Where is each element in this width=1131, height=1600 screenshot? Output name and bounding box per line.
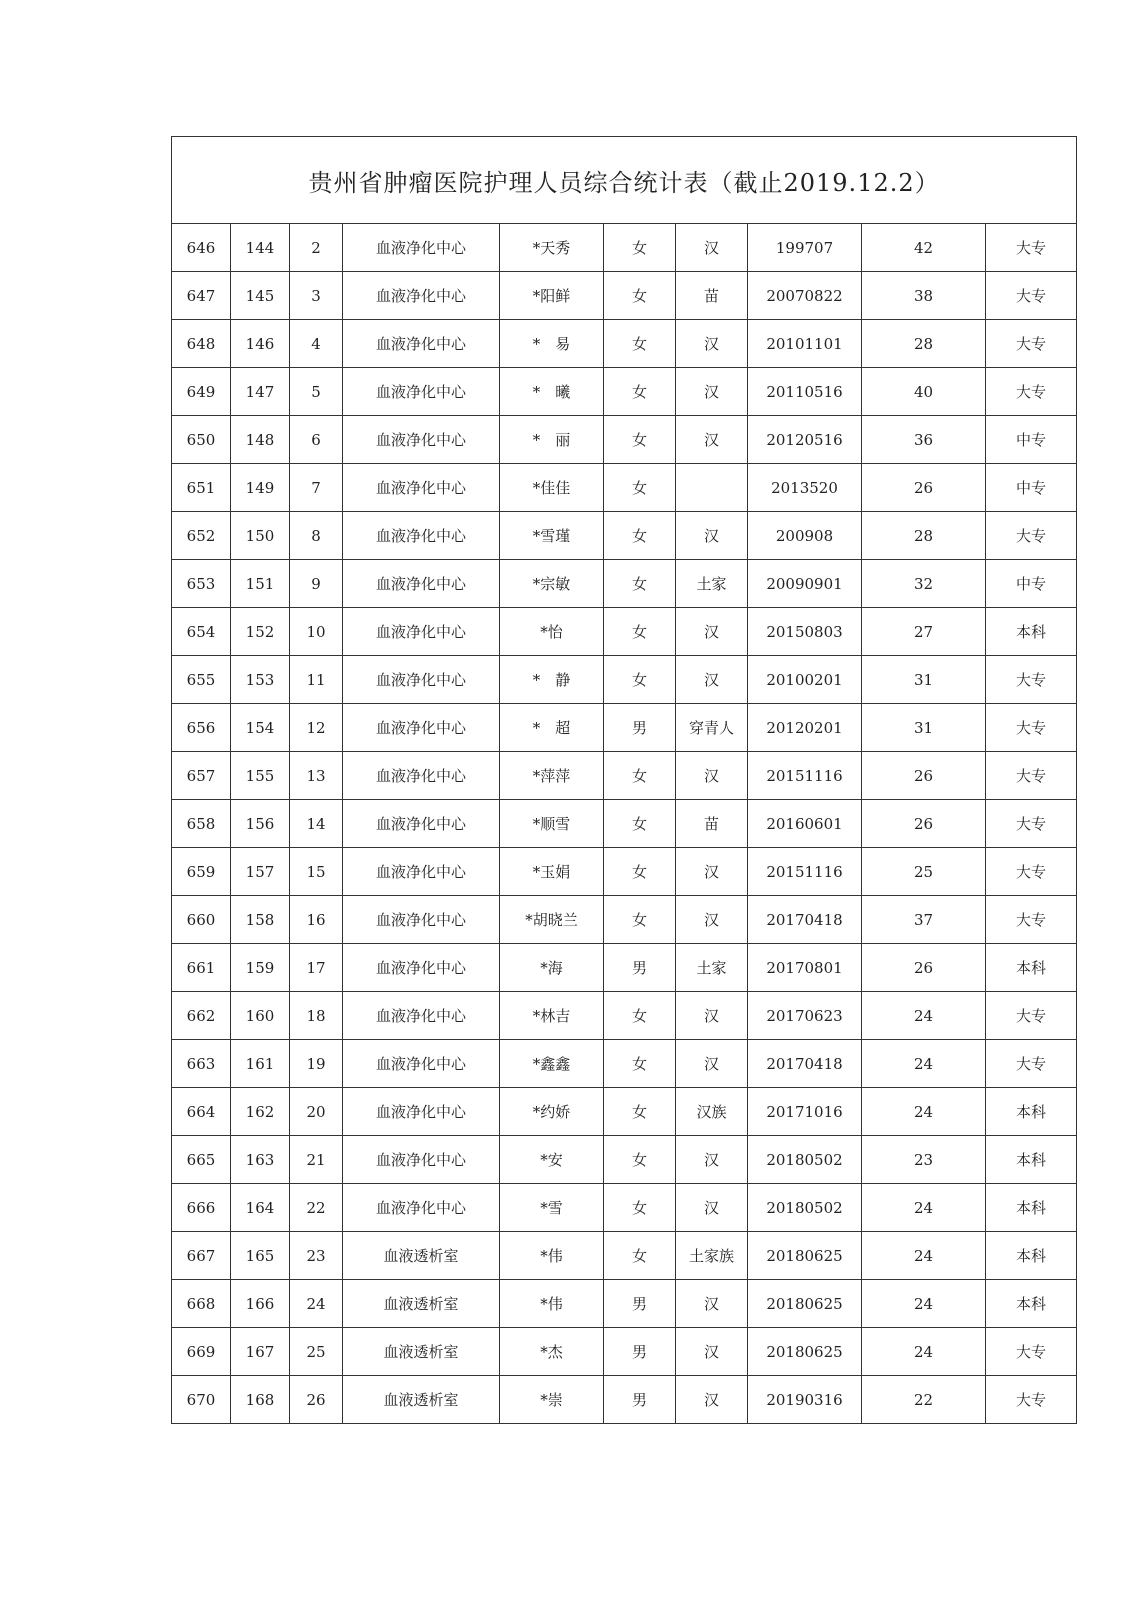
ethnicity-cell: 土家: [676, 560, 748, 608]
department-cell: 血液净化中心: [343, 512, 500, 560]
education-cell: 大专: [986, 704, 1077, 752]
table-row: [172, 1328, 1077, 1376]
table-row: [172, 272, 1077, 320]
ethnicity-cell: [676, 464, 748, 512]
start-date-cell: 20170623: [748, 992, 862, 1040]
ethnicity-cell: 汉: [676, 224, 748, 272]
dept-index-cell: 155: [231, 752, 290, 800]
row-number-cell: 15: [290, 848, 343, 896]
name-cell: *伟: [500, 1232, 604, 1280]
total-index-cell: 664: [172, 1088, 231, 1136]
total-index-cell: 669: [172, 1328, 231, 1376]
gender-cell: 女: [604, 752, 676, 800]
age-cell: 42: [862, 224, 986, 272]
education-cell: 大专: [986, 272, 1077, 320]
dept-index-cell: 149: [231, 464, 290, 512]
total-index-cell: 657: [172, 752, 231, 800]
start-date-cell: 20101101: [748, 320, 862, 368]
name-cell: * 丽: [500, 416, 604, 464]
table-row: [172, 1232, 1077, 1280]
start-date-cell: 20090901: [748, 560, 862, 608]
gender-cell: 女: [604, 800, 676, 848]
education-cell: 本科: [986, 944, 1077, 992]
start-date-cell: 20180625: [748, 1280, 862, 1328]
dept-index-cell: 154: [231, 704, 290, 752]
total-index-cell: 650: [172, 416, 231, 464]
row-number-cell: 9: [290, 560, 343, 608]
table-row: [172, 560, 1077, 608]
department-cell: 血液净化中心: [343, 416, 500, 464]
title-row: [172, 137, 1077, 224]
department-cell: 血液净化中心: [343, 320, 500, 368]
gender-cell: 女: [604, 896, 676, 944]
dept-index-cell: 165: [231, 1232, 290, 1280]
education-cell: 本科: [986, 1184, 1077, 1232]
ethnicity-cell: 汉: [676, 1040, 748, 1088]
start-date-cell: 200908: [748, 512, 862, 560]
row-number-cell: 5: [290, 368, 343, 416]
table-row: [172, 464, 1077, 512]
start-date-cell: 20190316: [748, 1376, 862, 1424]
age-cell: 22: [862, 1376, 986, 1424]
age-cell: 24: [862, 1040, 986, 1088]
department-cell: 血液净化中心: [343, 224, 500, 272]
dept-index-cell: 150: [231, 512, 290, 560]
education-cell: 大专: [986, 1040, 1077, 1088]
row-number-cell: 14: [290, 800, 343, 848]
age-cell: 24: [862, 1088, 986, 1136]
name-cell: *宗敏: [500, 560, 604, 608]
row-number-cell: 17: [290, 944, 343, 992]
education-cell: 大专: [986, 992, 1077, 1040]
age-cell: 26: [862, 800, 986, 848]
dept-index-cell: 164: [231, 1184, 290, 1232]
dept-index-cell: 158: [231, 896, 290, 944]
name-cell: *杰: [500, 1328, 604, 1376]
row-number-cell: 8: [290, 512, 343, 560]
age-cell: 26: [862, 944, 986, 992]
total-index-cell: 655: [172, 656, 231, 704]
total-index-cell: 665: [172, 1136, 231, 1184]
department-cell: 血液净化中心: [343, 704, 500, 752]
name-cell: *伟: [500, 1280, 604, 1328]
education-cell: 大专: [986, 752, 1077, 800]
department-cell: 血液净化中心: [343, 368, 500, 416]
gender-cell: 男: [604, 1328, 676, 1376]
start-date-cell: 20150803: [748, 608, 862, 656]
table-row: [172, 848, 1077, 896]
department-cell: 血液净化中心: [343, 656, 500, 704]
total-index-cell: 654: [172, 608, 231, 656]
age-cell: 38: [862, 272, 986, 320]
age-cell: 24: [862, 1232, 986, 1280]
table-row: [172, 512, 1077, 560]
ethnicity-cell: 苗: [676, 272, 748, 320]
gender-cell: 女: [604, 416, 676, 464]
education-cell: 中专: [986, 560, 1077, 608]
table-row: [172, 224, 1077, 272]
ethnicity-cell: 穿青人: [676, 704, 748, 752]
row-number-cell: 13: [290, 752, 343, 800]
start-date-cell: 199707: [748, 224, 862, 272]
dept-index-cell: 162: [231, 1088, 290, 1136]
start-date-cell: 20180502: [748, 1136, 862, 1184]
start-date-cell: 20170801: [748, 944, 862, 992]
dept-index-cell: 147: [231, 368, 290, 416]
gender-cell: 女: [604, 512, 676, 560]
start-date-cell: 20151116: [748, 752, 862, 800]
department-cell: 血液净化中心: [343, 896, 500, 944]
row-number-cell: 22: [290, 1184, 343, 1232]
ethnicity-cell: 汉: [676, 416, 748, 464]
name-cell: *玉娟: [500, 848, 604, 896]
age-cell: 28: [862, 512, 986, 560]
table-row: [172, 800, 1077, 848]
row-number-cell: 24: [290, 1280, 343, 1328]
education-cell: 大专: [986, 800, 1077, 848]
ethnicity-cell: 汉: [676, 848, 748, 896]
age-cell: 24: [862, 1184, 986, 1232]
ethnicity-cell: 汉: [676, 656, 748, 704]
table-row: [172, 656, 1077, 704]
total-index-cell: 670: [172, 1376, 231, 1424]
age-cell: 31: [862, 704, 986, 752]
table-row: [172, 320, 1077, 368]
education-cell: 大专: [986, 368, 1077, 416]
name-cell: * 易: [500, 320, 604, 368]
name-cell: *约娇: [500, 1088, 604, 1136]
table-title: 贵州省肿瘤医院护理人员综合统计表（截止2019.12.2）: [172, 137, 1077, 224]
age-cell: 25: [862, 848, 986, 896]
ethnicity-cell: 汉: [676, 368, 748, 416]
row-number-cell: 10: [290, 608, 343, 656]
start-date-cell: 20170418: [748, 1040, 862, 1088]
dept-index-cell: 168: [231, 1376, 290, 1424]
row-number-cell: 18: [290, 992, 343, 1040]
name-cell: *海: [500, 944, 604, 992]
name-cell: *萍萍: [500, 752, 604, 800]
education-cell: 大专: [986, 848, 1077, 896]
department-cell: 血液透析室: [343, 1280, 500, 1328]
name-cell: * 曦: [500, 368, 604, 416]
table-row: [172, 1088, 1077, 1136]
age-cell: 24: [862, 1280, 986, 1328]
name-cell: *安: [500, 1136, 604, 1184]
start-date-cell: 20180502: [748, 1184, 862, 1232]
ethnicity-cell: 汉: [676, 320, 748, 368]
dept-index-cell: 160: [231, 992, 290, 1040]
age-cell: 23: [862, 1136, 986, 1184]
ethnicity-cell: 土家族: [676, 1232, 748, 1280]
table-row: [172, 992, 1077, 1040]
name-cell: *天秀: [500, 224, 604, 272]
gender-cell: 女: [604, 1184, 676, 1232]
department-cell: 血液净化中心: [343, 560, 500, 608]
row-number-cell: 25: [290, 1328, 343, 1376]
start-date-cell: 20151116: [748, 848, 862, 896]
gender-cell: 女: [604, 368, 676, 416]
ethnicity-cell: 土家: [676, 944, 748, 992]
department-cell: 血液透析室: [343, 1232, 500, 1280]
start-date-cell: 20171016: [748, 1088, 862, 1136]
education-cell: 本科: [986, 1280, 1077, 1328]
total-index-cell: 647: [172, 272, 231, 320]
department-cell: 血液净化中心: [343, 272, 500, 320]
row-number-cell: 6: [290, 416, 343, 464]
row-number-cell: 2: [290, 224, 343, 272]
total-index-cell: 661: [172, 944, 231, 992]
gender-cell: 男: [604, 1376, 676, 1424]
age-cell: 32: [862, 560, 986, 608]
name-cell: *怡: [500, 608, 604, 656]
gender-cell: 女: [604, 1232, 676, 1280]
table-row: [172, 608, 1077, 656]
dept-index-cell: 167: [231, 1328, 290, 1376]
table-row: [172, 752, 1077, 800]
row-number-cell: 12: [290, 704, 343, 752]
education-cell: 本科: [986, 608, 1077, 656]
department-cell: 血液净化中心: [343, 800, 500, 848]
age-cell: 27: [862, 608, 986, 656]
gender-cell: 女: [604, 992, 676, 1040]
gender-cell: 男: [604, 1280, 676, 1328]
dept-index-cell: 145: [231, 272, 290, 320]
name-cell: *佳佳: [500, 464, 604, 512]
table-row: [172, 1280, 1077, 1328]
ethnicity-cell: 汉: [676, 752, 748, 800]
name-cell: *胡晓兰: [500, 896, 604, 944]
row-number-cell: 23: [290, 1232, 343, 1280]
ethnicity-cell: 汉: [676, 1184, 748, 1232]
gender-cell: 女: [604, 320, 676, 368]
dept-index-cell: 153: [231, 656, 290, 704]
start-date-cell: 2013520: [748, 464, 862, 512]
education-cell: 大专: [986, 224, 1077, 272]
row-number-cell: 16: [290, 896, 343, 944]
age-cell: 24: [862, 1328, 986, 1376]
dept-index-cell: 152: [231, 608, 290, 656]
age-cell: 40: [862, 368, 986, 416]
total-index-cell: 667: [172, 1232, 231, 1280]
department-cell: 血液净化中心: [343, 944, 500, 992]
education-cell: 中专: [986, 464, 1077, 512]
gender-cell: 女: [604, 1136, 676, 1184]
age-cell: 36: [862, 416, 986, 464]
table-row: [172, 1376, 1077, 1424]
ethnicity-cell: 汉: [676, 1376, 748, 1424]
age-cell: 26: [862, 752, 986, 800]
start-date-cell: 20180625: [748, 1232, 862, 1280]
row-number-cell: 7: [290, 464, 343, 512]
table-row: [172, 896, 1077, 944]
start-date-cell: 20170418: [748, 896, 862, 944]
total-index-cell: 646: [172, 224, 231, 272]
education-cell: 大专: [986, 1328, 1077, 1376]
education-cell: 大专: [986, 656, 1077, 704]
dept-index-cell: 157: [231, 848, 290, 896]
gender-cell: 女: [604, 1040, 676, 1088]
row-number-cell: 3: [290, 272, 343, 320]
department-cell: 血液透析室: [343, 1376, 500, 1424]
dept-index-cell: 144: [231, 224, 290, 272]
total-index-cell: 663: [172, 1040, 231, 1088]
gender-cell: 女: [604, 224, 676, 272]
start-date-cell: 20110516: [748, 368, 862, 416]
age-cell: 37: [862, 896, 986, 944]
gender-cell: 女: [604, 656, 676, 704]
start-date-cell: 20160601: [748, 800, 862, 848]
start-date-cell: 20180625: [748, 1328, 862, 1376]
table-row: [172, 1040, 1077, 1088]
row-number-cell: 26: [290, 1376, 343, 1424]
total-index-cell: 662: [172, 992, 231, 1040]
total-index-cell: 666: [172, 1184, 231, 1232]
education-cell: 大专: [986, 896, 1077, 944]
ethnicity-cell: 汉: [676, 1136, 748, 1184]
total-index-cell: 649: [172, 368, 231, 416]
table-row: [172, 1136, 1077, 1184]
total-index-cell: 658: [172, 800, 231, 848]
education-cell: 大专: [986, 512, 1077, 560]
total-index-cell: 660: [172, 896, 231, 944]
name-cell: *鑫鑫: [500, 1040, 604, 1088]
dept-index-cell: 146: [231, 320, 290, 368]
age-cell: 28: [862, 320, 986, 368]
total-index-cell: 653: [172, 560, 231, 608]
name-cell: *阳鲜: [500, 272, 604, 320]
ethnicity-cell: 汉: [676, 608, 748, 656]
ethnicity-cell: 汉: [676, 992, 748, 1040]
gender-cell: 女: [604, 608, 676, 656]
start-date-cell: 20120516: [748, 416, 862, 464]
total-index-cell: 648: [172, 320, 231, 368]
ethnicity-cell: 汉: [676, 896, 748, 944]
department-cell: 血液净化中心: [343, 1184, 500, 1232]
total-index-cell: 651: [172, 464, 231, 512]
department-cell: 血液净化中心: [343, 464, 500, 512]
education-cell: 大专: [986, 320, 1077, 368]
table-row: [172, 704, 1077, 752]
ethnicity-cell: 汉: [676, 1328, 748, 1376]
total-index-cell: 652: [172, 512, 231, 560]
gender-cell: 女: [604, 464, 676, 512]
name-cell: *雪: [500, 1184, 604, 1232]
gender-cell: 女: [604, 848, 676, 896]
nursing-staff-table: [171, 136, 1077, 1424]
total-index-cell: 659: [172, 848, 231, 896]
dept-index-cell: 166: [231, 1280, 290, 1328]
education-cell: 本科: [986, 1088, 1077, 1136]
ethnicity-cell: 汉: [676, 512, 748, 560]
gender-cell: 男: [604, 944, 676, 992]
gender-cell: 女: [604, 560, 676, 608]
start-date-cell: 20120201: [748, 704, 862, 752]
education-cell: 本科: [986, 1232, 1077, 1280]
age-cell: 31: [862, 656, 986, 704]
department-cell: 血液净化中心: [343, 608, 500, 656]
table-row: [172, 1184, 1077, 1232]
education-cell: 本科: [986, 1136, 1077, 1184]
table-row: [172, 368, 1077, 416]
gender-cell: 女: [604, 272, 676, 320]
dept-index-cell: 159: [231, 944, 290, 992]
dept-index-cell: 161: [231, 1040, 290, 1088]
row-number-cell: 21: [290, 1136, 343, 1184]
name-cell: *林吉: [500, 992, 604, 1040]
ethnicity-cell: 汉族: [676, 1088, 748, 1136]
dept-index-cell: 151: [231, 560, 290, 608]
gender-cell: 女: [604, 1088, 676, 1136]
department-cell: 血液净化中心: [343, 1088, 500, 1136]
ethnicity-cell: 汉: [676, 1280, 748, 1328]
department-cell: 血液净化中心: [343, 1040, 500, 1088]
name-cell: *顺雪: [500, 800, 604, 848]
start-date-cell: 20070822: [748, 272, 862, 320]
row-number-cell: 19: [290, 1040, 343, 1088]
table-row: [172, 944, 1077, 992]
start-date-cell: 20100201: [748, 656, 862, 704]
row-number-cell: 20: [290, 1088, 343, 1136]
department-cell: 血液透析室: [343, 1328, 500, 1376]
name-cell: * 静: [500, 656, 604, 704]
department-cell: 血液净化中心: [343, 1136, 500, 1184]
name-cell: * 超: [500, 704, 604, 752]
name-cell: *崇: [500, 1376, 604, 1424]
table-row: [172, 416, 1077, 464]
age-cell: 26: [862, 464, 986, 512]
total-index-cell: 656: [172, 704, 231, 752]
dept-index-cell: 156: [231, 800, 290, 848]
dept-index-cell: 148: [231, 416, 290, 464]
total-index-cell: 668: [172, 1280, 231, 1328]
name-cell: *雪瑾: [500, 512, 604, 560]
dept-index-cell: 163: [231, 1136, 290, 1184]
education-cell: 大专: [986, 1376, 1077, 1424]
department-cell: 血液净化中心: [343, 848, 500, 896]
row-number-cell: 11: [290, 656, 343, 704]
gender-cell: 男: [604, 704, 676, 752]
education-cell: 中专: [986, 416, 1077, 464]
department-cell: 血液净化中心: [343, 992, 500, 1040]
ethnicity-cell: 苗: [676, 800, 748, 848]
department-cell: 血液净化中心: [343, 752, 500, 800]
row-number-cell: 4: [290, 320, 343, 368]
age-cell: 24: [862, 992, 986, 1040]
